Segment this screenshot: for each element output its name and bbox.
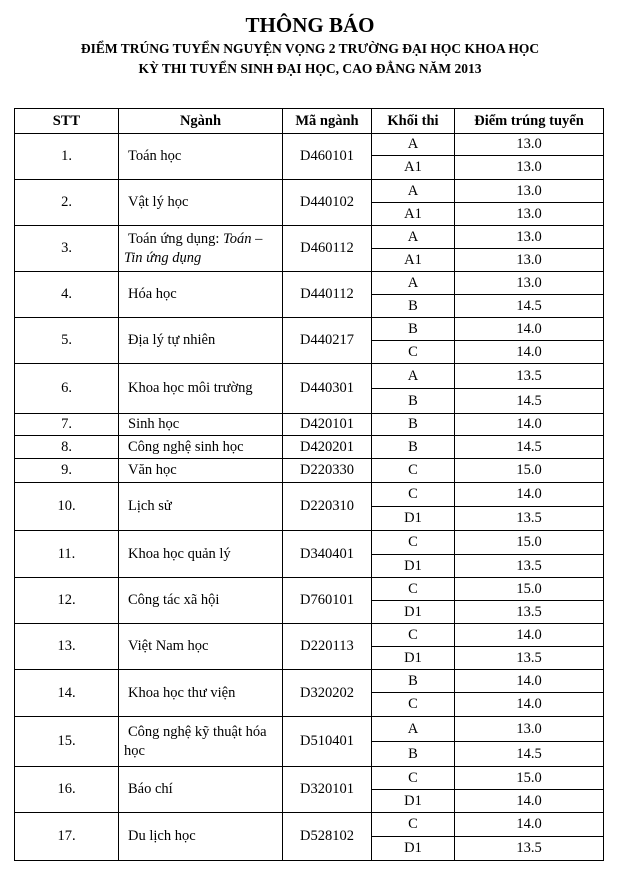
table-row bbox=[15, 414, 604, 436]
cell-ma-nganh: D420201 bbox=[283, 436, 372, 459]
cell-diem: 13.5 bbox=[455, 364, 604, 389]
cell-diem: 15.0 bbox=[455, 578, 604, 601]
cell-khoi-thi: D1 bbox=[372, 555, 455, 578]
cell-khoi-thi: C bbox=[372, 693, 455, 717]
table-body bbox=[15, 134, 604, 861]
cell-khoi-thi: B bbox=[372, 742, 455, 767]
table-row bbox=[15, 459, 604, 483]
nganh-label: Báo chí bbox=[128, 781, 173, 797]
column-header-stt: STT bbox=[15, 109, 119, 134]
cell-diem: 13.0 bbox=[455, 249, 604, 272]
cell-ma-nganh: D320101 bbox=[283, 767, 372, 813]
cell-diem: 15.0 bbox=[455, 531, 604, 555]
cell-khoi-thi: A bbox=[372, 272, 455, 295]
cell-diem: 14.0 bbox=[455, 318, 604, 341]
table-row bbox=[15, 531, 604, 555]
cell-ma-nganh: D220330 bbox=[283, 459, 372, 483]
cell-ma-nganh: D440102 bbox=[283, 180, 372, 226]
cell-khoi-thi: B bbox=[372, 295, 455, 318]
cell-stt: 15. bbox=[15, 717, 119, 767]
cell-khoi-thi: D1 bbox=[372, 507, 455, 531]
table-row bbox=[15, 226, 604, 249]
table-row bbox=[15, 318, 604, 341]
cell-khoi-thi: C bbox=[372, 341, 455, 364]
cell-khoi-thi: C bbox=[372, 578, 455, 601]
cell-khoi-thi: C bbox=[372, 459, 455, 483]
table-row bbox=[15, 670, 604, 693]
cell-khoi-thi: A bbox=[372, 134, 455, 156]
subtitle-line-2: KỲ THI TUYỂN SINH ĐẠI HỌC, CAO ĐẲNG NĂM 2013 bbox=[138, 61, 482, 76]
cell-khoi-thi: A bbox=[372, 717, 455, 742]
cell-stt: 11. bbox=[15, 531, 119, 578]
subtitle-line-1: ĐIỂM TRÚNG TUYỂN NGUYỆN VỌNG 2 TRƯỜNG ĐẠI HỌC KHOA HỌC bbox=[80, 41, 540, 56]
cell-diem: 13.0 bbox=[455, 272, 604, 295]
cell-diem: 13.0 bbox=[455, 203, 604, 226]
cell-stt: 14. bbox=[15, 670, 119, 717]
cell-diem: 13.0 bbox=[455, 156, 604, 180]
nganh-label: Công nghệ kỹ thuật hóa học bbox=[124, 723, 267, 759]
cell-diem: 13.0 bbox=[455, 226, 604, 249]
cell-diem: 14.0 bbox=[455, 670, 604, 693]
cell-khoi-thi: C bbox=[372, 813, 455, 837]
cell-diem: 14.0 bbox=[455, 341, 604, 364]
cell-diem: 14.0 bbox=[455, 483, 604, 507]
cell-nganh bbox=[119, 436, 283, 459]
table-row bbox=[15, 717, 604, 742]
cell-diem: 13.5 bbox=[455, 837, 604, 861]
cell-diem: 14.5 bbox=[455, 436, 604, 459]
cell-khoi-thi: C bbox=[372, 483, 455, 507]
cell-diem: 15.0 bbox=[455, 459, 604, 483]
cell-diem: 14.5 bbox=[455, 295, 604, 318]
cell-khoi-thi: C bbox=[372, 531, 455, 555]
cell-khoi-thi: B bbox=[372, 414, 455, 436]
page-title: THÔNG BÁO bbox=[245, 13, 375, 37]
table-row bbox=[15, 180, 604, 203]
cell-khoi-thi: A1 bbox=[372, 156, 455, 180]
cell-ma-nganh: D460112 bbox=[283, 226, 372, 272]
cell-khoi-thi: D1 bbox=[372, 601, 455, 624]
cell-diem: 13.5 bbox=[455, 601, 604, 624]
nganh-label: Toán học bbox=[128, 148, 182, 164]
column-header-khoi-thi: Khối thi bbox=[372, 109, 455, 134]
table-row bbox=[15, 272, 604, 295]
nganh-label: Khoa học môi trường bbox=[128, 380, 253, 396]
cell-stt: 17. bbox=[15, 813, 119, 861]
nganh-label: Toán ứng dụng: bbox=[128, 230, 220, 247]
admission-scores-table bbox=[14, 108, 604, 861]
cell-nganh bbox=[119, 483, 283, 531]
table-row bbox=[15, 624, 604, 647]
column-header-ma-nganh: Mã ngành bbox=[283, 109, 372, 134]
nganh-label: Khoa học quản lý bbox=[128, 545, 231, 562]
cell-ma-nganh: D420101 bbox=[283, 414, 372, 436]
nganh-label: Hóa học bbox=[128, 286, 177, 302]
column-header-nganh: Ngành bbox=[119, 109, 283, 134]
cell-diem: 14.5 bbox=[455, 742, 604, 767]
cell-stt: 1. bbox=[15, 134, 119, 180]
cell-diem: 14.0 bbox=[455, 790, 604, 813]
cell-diem: 14.0 bbox=[455, 414, 604, 436]
cell-diem: 14.0 bbox=[455, 693, 604, 717]
nganh-label: Khoa học thư viện bbox=[128, 684, 236, 701]
cell-nganh bbox=[119, 531, 283, 578]
cell-khoi-thi: A bbox=[372, 364, 455, 389]
cell-diem: 13.0 bbox=[455, 180, 604, 203]
cell-ma-nganh: D440217 bbox=[283, 318, 372, 364]
cell-ma-nganh: D340401 bbox=[283, 531, 372, 578]
cell-ma-nganh: D760101 bbox=[283, 578, 372, 624]
cell-ma-nganh: D440112 bbox=[283, 272, 372, 318]
cell-khoi-thi: C bbox=[372, 624, 455, 647]
nganh-italic-label: Toán – Tin ứng dụng bbox=[124, 230, 263, 266]
nganh-label: Du lịch học bbox=[128, 828, 196, 844]
cell-nganh bbox=[119, 459, 283, 483]
cell-khoi-thi: B bbox=[372, 318, 455, 341]
cell-stt: 7. bbox=[15, 414, 119, 436]
table-row bbox=[15, 578, 604, 601]
cell-diem: 13.0 bbox=[455, 134, 604, 156]
nganh-label: Vật lý học bbox=[128, 194, 189, 210]
nganh-label: Sinh học bbox=[128, 416, 180, 432]
cell-nganh bbox=[119, 364, 283, 414]
cell-ma-nganh: D510401 bbox=[283, 717, 372, 767]
nganh-label: Công tác xã hội bbox=[128, 592, 220, 608]
cell-stt: 3. bbox=[15, 226, 119, 272]
cell-stt: 13. bbox=[15, 624, 119, 670]
cell-stt: 5. bbox=[15, 318, 119, 364]
nganh-label: Lịch sử bbox=[128, 498, 172, 514]
cell-khoi-thi: D1 bbox=[372, 790, 455, 813]
cell-khoi-thi: B bbox=[372, 436, 455, 459]
cell-ma-nganh: D320202 bbox=[283, 670, 372, 717]
cell-ma-nganh: D220113 bbox=[283, 624, 372, 670]
cell-ma-nganh: D528102 bbox=[283, 813, 372, 861]
cell-diem: 14.5 bbox=[455, 389, 604, 414]
cell-khoi-thi: A bbox=[372, 226, 455, 249]
cell-diem: 15.0 bbox=[455, 767, 604, 790]
nganh-label: Văn học bbox=[128, 462, 177, 478]
cell-khoi-thi: C bbox=[372, 767, 455, 790]
cell-khoi-thi: A1 bbox=[372, 249, 455, 272]
cell-stt: 4. bbox=[15, 272, 119, 318]
cell-nganh bbox=[119, 318, 283, 364]
table-row bbox=[15, 483, 604, 507]
cell-diem: 14.0 bbox=[455, 813, 604, 837]
cell-stt: 8. bbox=[15, 436, 119, 459]
nganh-label: Việt Nam học bbox=[128, 638, 209, 654]
cell-nganh bbox=[119, 414, 283, 436]
cell-diem: 13.5 bbox=[455, 507, 604, 531]
column-header-diem: Điểm trúng tuyển bbox=[455, 109, 604, 134]
nganh-label: Công nghệ sinh học bbox=[128, 438, 244, 455]
cell-nganh bbox=[119, 272, 283, 318]
cell-stt: 9. bbox=[15, 459, 119, 483]
cell-diem: 14.0 bbox=[455, 624, 604, 647]
cell-khoi-thi: A1 bbox=[372, 203, 455, 226]
table-row bbox=[15, 134, 604, 156]
table-row bbox=[15, 813, 604, 837]
cell-nganh bbox=[119, 226, 283, 272]
cell-khoi-thi: D1 bbox=[372, 837, 455, 861]
cell-stt: 6. bbox=[15, 364, 119, 414]
cell-nganh bbox=[119, 624, 283, 670]
table-row bbox=[15, 364, 604, 389]
cell-nganh bbox=[119, 767, 283, 813]
cell-nganh bbox=[119, 134, 283, 180]
cell-diem: 13.0 bbox=[455, 717, 604, 742]
cell-ma-nganh: D440301 bbox=[283, 364, 372, 414]
cell-nganh bbox=[119, 180, 283, 226]
cell-khoi-thi: A bbox=[372, 180, 455, 203]
cell-stt: 16. bbox=[15, 767, 119, 813]
table-row bbox=[15, 436, 604, 459]
cell-stt: 10. bbox=[15, 483, 119, 531]
cell-diem: 13.5 bbox=[455, 647, 604, 670]
cell-diem: 13.5 bbox=[455, 555, 604, 578]
nganh-label: Địa lý tự nhiên bbox=[128, 332, 216, 348]
cell-stt: 12. bbox=[15, 578, 119, 624]
table-header-row bbox=[15, 109, 604, 134]
table-row bbox=[15, 767, 604, 790]
cell-nganh bbox=[119, 717, 283, 767]
cell-khoi-thi: D1 bbox=[372, 647, 455, 670]
cell-nganh bbox=[119, 813, 283, 861]
cell-nganh bbox=[119, 670, 283, 717]
cell-nganh bbox=[119, 578, 283, 624]
cell-ma-nganh: D460101 bbox=[283, 134, 372, 180]
cell-khoi-thi: B bbox=[372, 670, 455, 693]
cell-ma-nganh: D220310 bbox=[283, 483, 372, 531]
cell-khoi-thi: B bbox=[372, 389, 455, 414]
cell-stt: 2. bbox=[15, 180, 119, 226]
